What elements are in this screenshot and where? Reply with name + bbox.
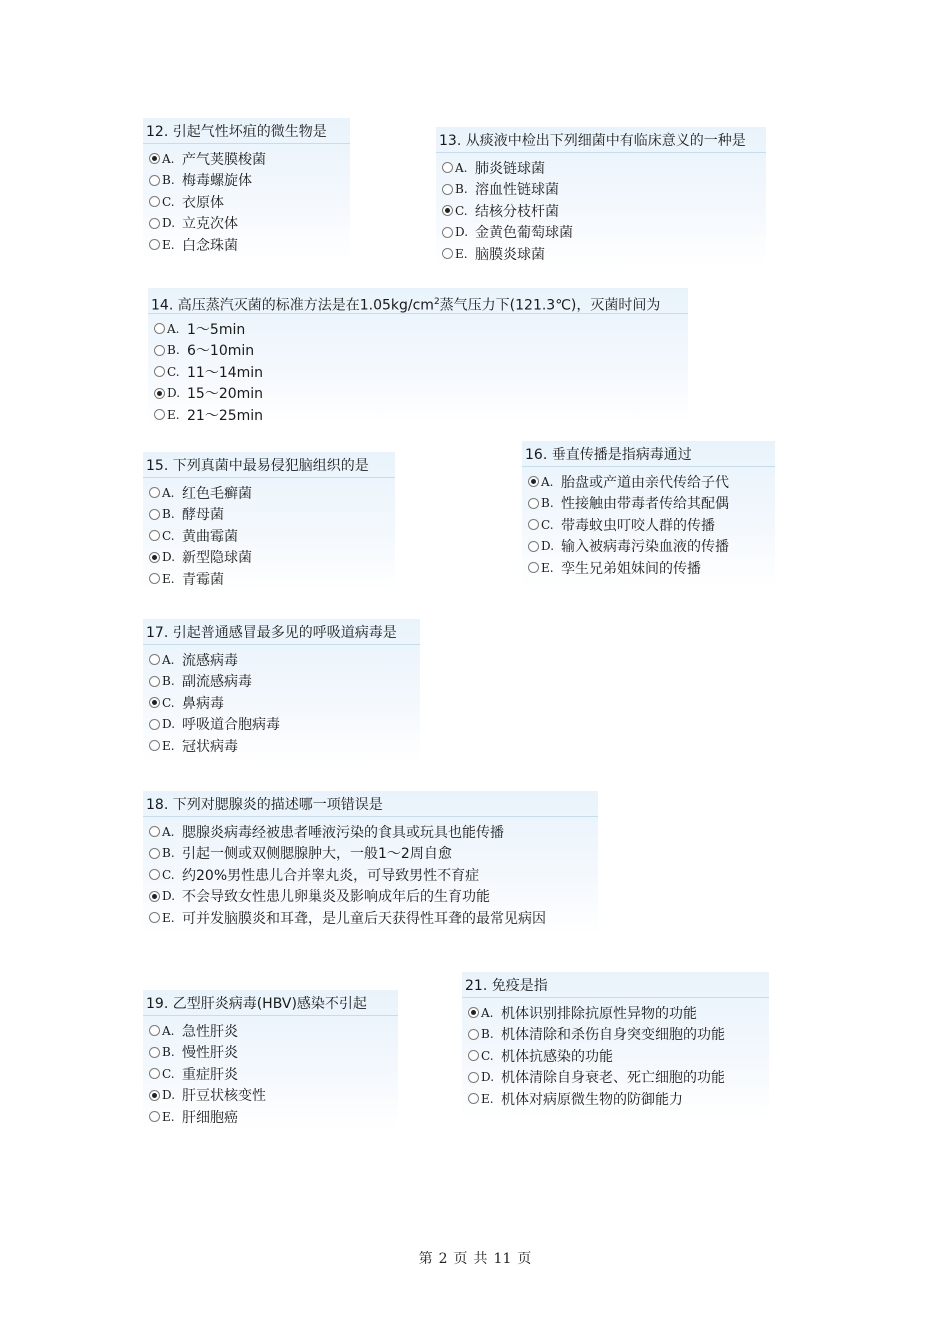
radio-unselected-icon[interactable]	[149, 1025, 160, 1036]
option-b[interactable]	[143, 1042, 398, 1064]
radio-unselected-icon[interactable]	[149, 196, 160, 207]
option-d[interactable]	[462, 1067, 769, 1089]
options-list	[143, 645, 420, 757]
option-e[interactable]	[148, 404, 688, 426]
radio-unselected-icon[interactable]	[149, 719, 160, 730]
option-letter: B.	[167, 343, 180, 358]
option-letter: A.	[162, 151, 175, 166]
option-c[interactable]	[436, 200, 766, 222]
option-text: 腮腺炎病毒经被患者唾液污染的食具或玩具也能传播	[182, 824, 504, 841]
question-12	[143, 118, 350, 260]
title-text-pre: 14. 高压蒸汽灭菌的标准方法是在1.05kg/cm	[151, 297, 434, 314]
question-17	[143, 619, 420, 764]
question-title: 16. 垂直传播是指病毒通过	[522, 446, 775, 467]
radio-unselected-icon[interactable]	[468, 1072, 479, 1083]
radio-unselected-icon[interactable]	[528, 498, 539, 509]
radio-selected-icon[interactable]	[528, 476, 539, 487]
radio-unselected-icon[interactable]	[149, 1068, 160, 1079]
options-list	[522, 467, 775, 579]
radio-unselected-icon[interactable]	[468, 1050, 479, 1061]
option-a[interactable]	[148, 318, 688, 340]
option-text: 青霉菌	[182, 571, 224, 588]
radio-unselected-icon[interactable]	[149, 740, 160, 751]
question-title: 15. 下列真菌中最易侵犯脑组织的是	[143, 457, 395, 478]
option-letter: B.	[162, 507, 175, 522]
option-text: 流感病毒	[182, 652, 238, 669]
page-footer	[0, 1248, 950, 1268]
radio-unselected-icon[interactable]	[442, 162, 453, 173]
radio-unselected-icon[interactable]	[528, 519, 539, 530]
option-text: 性接触由带毒者传给其配偶	[561, 496, 729, 513]
option-e[interactable]	[143, 735, 420, 757]
option-c[interactable]	[462, 1045, 769, 1067]
option-text: 机体清除和杀伤自身突变细胞的功能	[501, 1027, 725, 1044]
option-letter: A.	[541, 474, 554, 489]
radio-unselected-icon[interactable]	[528, 541, 539, 552]
radio-unselected-icon[interactable]	[149, 826, 160, 837]
radio-unselected-icon[interactable]	[149, 239, 160, 250]
option-text: 红色毛癣菌	[182, 485, 252, 502]
option-text: 肺炎链球菌	[475, 160, 545, 177]
option-letter: B.	[481, 1027, 494, 1042]
radio-unselected-icon[interactable]	[154, 323, 165, 334]
option-d[interactable]	[143, 714, 420, 736]
question-14	[148, 288, 688, 424]
option-text: 机体对病原微生物的防御能力	[501, 1091, 683, 1108]
option-text: 黄曲霉菌	[182, 528, 238, 545]
radio-unselected-icon[interactable]	[154, 366, 165, 377]
option-letter: C.	[162, 528, 175, 543]
page-number: 2	[438, 1251, 448, 1267]
question-title: 21. 免疫是指	[462, 977, 769, 998]
question-title: 19. 乙型肝炎病毒(HBV)感染不引起	[143, 995, 398, 1016]
option-letter: E.	[162, 738, 175, 753]
option-b[interactable]	[462, 1024, 769, 1046]
option-letter: C.	[162, 194, 175, 209]
question-title: 18. 下列对腮腺炎的描述哪一项错误是	[143, 796, 598, 817]
radio-unselected-icon[interactable]	[149, 1047, 160, 1058]
radio-unselected-icon[interactable]	[149, 848, 160, 859]
option-letter: D.	[481, 1070, 495, 1085]
radio-unselected-icon[interactable]	[442, 184, 453, 195]
option-letter: A.	[481, 1005, 494, 1020]
option-letter: D.	[162, 717, 176, 732]
option-e[interactable]	[522, 557, 775, 579]
option-text: 慢性肝炎	[182, 1045, 238, 1062]
option-text: 急性肝炎	[182, 1023, 238, 1040]
question-19	[143, 990, 398, 1130]
radio-unselected-icon[interactable]	[149, 573, 160, 584]
question-21	[462, 972, 769, 1120]
radio-selected-icon[interactable]	[149, 153, 160, 164]
option-text: 结核分枝杆菌	[475, 203, 559, 220]
option-letter: C.	[481, 1048, 494, 1063]
question-title: 12. 引起气性坏疽的微生物是	[143, 123, 350, 144]
radio-unselected-icon[interactable]	[149, 218, 160, 229]
option-text: 金黄色葡萄球菌	[475, 225, 573, 242]
footer-word: 页	[453, 1251, 468, 1267]
radio-unselected-icon[interactable]	[149, 487, 160, 498]
option-text: 呼吸道合胞病毒	[182, 717, 280, 734]
option-e[interactable]	[143, 568, 395, 590]
option-a[interactable]	[522, 471, 775, 493]
radio-unselected-icon[interactable]	[468, 1093, 479, 1104]
option-text: 11～14min	[187, 364, 264, 381]
radio-unselected-icon[interactable]	[149, 175, 160, 186]
option-a[interactable]	[143, 482, 395, 504]
option-c[interactable]	[143, 864, 598, 886]
radio-unselected-icon[interactable]	[149, 1111, 160, 1122]
options-list	[143, 144, 350, 256]
option-text: 带毒蚊虫叮咬人群的传播	[561, 517, 715, 534]
option-letter: D.	[455, 225, 469, 240]
option-text: 白念珠菌	[182, 237, 238, 254]
option-text: 溶血性链球菌	[475, 182, 559, 199]
option-text: 重症肝炎	[182, 1066, 238, 1083]
options-list	[436, 153, 766, 265]
option-c[interactable]	[143, 692, 420, 714]
option-b[interactable]	[143, 843, 598, 865]
option-e[interactable]	[143, 1106, 398, 1128]
option-letter: C.	[162, 695, 175, 710]
option-a[interactable]	[143, 148, 350, 170]
option-text: 1～5min	[187, 321, 246, 338]
option-text: 6～10min	[187, 343, 255, 360]
option-text: 脑膜炎球菌	[475, 246, 545, 263]
option-a[interactable]	[143, 821, 598, 843]
radio-selected-icon[interactable]	[149, 552, 160, 563]
option-text: 鼻病毒	[182, 695, 224, 712]
option-text: 不会导致女性患儿卵巢炎及影响成年后的生育功能	[182, 889, 490, 906]
option-letter: D.	[162, 889, 176, 904]
option-c[interactable]	[148, 361, 688, 383]
option-text: 梅毒螺旋体	[182, 173, 252, 190]
option-text: 肝豆状核变性	[182, 1088, 266, 1105]
radio-unselected-icon[interactable]	[442, 248, 453, 259]
option-d[interactable]	[436, 222, 766, 244]
option-letter: D.	[541, 539, 555, 554]
option-letter: A.	[162, 1023, 175, 1038]
option-e[interactable]	[436, 243, 766, 265]
option-letter: A.	[167, 321, 180, 336]
radio-selected-icon[interactable]	[149, 891, 160, 902]
option-d[interactable]	[148, 383, 688, 405]
radio-unselected-icon[interactable]	[149, 654, 160, 665]
option-b[interactable]	[143, 170, 350, 192]
option-letter: B.	[162, 846, 175, 861]
option-letter: D.	[162, 550, 176, 565]
option-letter: A.	[162, 485, 175, 500]
options-list	[462, 998, 769, 1110]
option-text: 胎盘或产道由亲代传给子代	[561, 474, 729, 491]
radio-unselected-icon[interactable]	[149, 912, 160, 923]
option-letter: D.	[162, 216, 176, 231]
option-letter: B.	[455, 182, 468, 197]
option-c[interactable]	[143, 525, 395, 547]
option-b[interactable]	[522, 493, 775, 515]
option-text: 副流感病毒	[182, 674, 252, 691]
option-e[interactable]	[462, 1088, 769, 1110]
question-title: 13. 从痰液中检出下列细菌中有临床意义的一种是	[436, 132, 766, 153]
option-a[interactable]	[462, 1002, 769, 1024]
option-letter: B.	[541, 496, 554, 511]
option-letter: E.	[162, 1109, 175, 1124]
option-c[interactable]	[143, 191, 350, 213]
option-letter: C.	[541, 517, 554, 532]
option-letter: E.	[167, 407, 180, 422]
option-text: 机体清除自身衰老、死亡细胞的功能	[501, 1070, 725, 1087]
option-letter: E.	[162, 571, 175, 586]
title-superscript: 2	[433, 297, 440, 307]
option-text: 新型隐球菌	[182, 550, 252, 567]
radio-selected-icon[interactable]	[149, 697, 160, 708]
radio-unselected-icon[interactable]	[149, 869, 160, 880]
option-c[interactable]	[522, 514, 775, 536]
option-b[interactable]	[148, 340, 688, 362]
option-text: 输入被病毒污染血液的传播	[561, 539, 729, 556]
option-letter: A.	[162, 652, 175, 667]
question-13	[436, 127, 766, 267]
option-text: 肝细胞癌	[182, 1109, 238, 1126]
footer-word: 第	[418, 1251, 433, 1267]
option-letter: C.	[162, 1066, 175, 1081]
radio-unselected-icon[interactable]	[154, 345, 165, 356]
option-text: 机体抗感染的功能	[501, 1048, 613, 1065]
options-list	[143, 478, 395, 590]
question-title	[148, 293, 688, 314]
option-a[interactable]	[143, 649, 420, 671]
options-list	[143, 1016, 398, 1128]
question-title: 17. 引起普通感冒最多见的呼吸道病毒是	[143, 624, 420, 645]
option-a[interactable]	[143, 1020, 398, 1042]
option-text: 冠状病毒	[182, 738, 238, 755]
question-15	[143, 452, 395, 592]
option-letter: E.	[162, 910, 175, 925]
title-text-post: 蒸气压力下(121.3℃)，灭菌时间为	[439, 297, 661, 314]
option-letter: B.	[162, 674, 175, 689]
radio-unselected-icon[interactable]	[149, 530, 160, 541]
option-b[interactable]	[436, 179, 766, 201]
option-d[interactable]	[143, 547, 395, 569]
option-text: 约20%男性患儿合并睾丸炎，可导致男性不育症	[182, 867, 480, 884]
option-letter: E.	[481, 1091, 494, 1106]
option-text: 孪生兄弟姐妹间的传播	[561, 560, 701, 577]
option-d[interactable]	[143, 1085, 398, 1107]
option-text: 可并发脑膜炎和耳聋，是儿童后天获得性耳聋的最常见病因	[182, 910, 546, 927]
option-d[interactable]	[522, 536, 775, 558]
question-16	[522, 441, 775, 589]
radio-unselected-icon[interactable]	[149, 676, 160, 687]
radio-selected-icon[interactable]	[468, 1007, 479, 1018]
option-letter: C.	[162, 867, 175, 882]
radio-unselected-icon[interactable]	[442, 227, 453, 238]
radio-unselected-icon[interactable]	[154, 409, 165, 420]
option-letter: A.	[455, 160, 468, 175]
radio-unselected-icon[interactable]	[468, 1029, 479, 1040]
option-e[interactable]	[143, 907, 598, 929]
option-text: 立克次体	[182, 216, 238, 233]
option-a[interactable]	[436, 157, 766, 179]
option-text: 21～25min	[187, 407, 264, 424]
option-letter: B.	[162, 173, 175, 188]
option-letter: D.	[167, 386, 181, 401]
radio-selected-icon[interactable]	[442, 205, 453, 216]
option-d[interactable]	[143, 886, 598, 908]
option-text: 衣原体	[182, 194, 224, 211]
option-d[interactable]	[143, 213, 350, 235]
option-text: 产气荚膜梭菌	[182, 151, 266, 168]
radio-unselected-icon[interactable]	[528, 562, 539, 573]
option-b[interactable]	[143, 504, 395, 526]
option-text: 引起一侧或双侧腮腺肿大，一般1～2周自愈	[182, 846, 452, 863]
option-c[interactable]	[143, 1063, 398, 1085]
options-list	[143, 817, 598, 929]
total-pages: 11	[493, 1251, 512, 1267]
options-list	[148, 314, 688, 426]
option-letter: A.	[162, 824, 175, 839]
radio-selected-icon[interactable]	[149, 1090, 160, 1101]
option-text: 15～20min	[187, 386, 264, 403]
option-letter: D.	[162, 1088, 176, 1103]
option-letter: E.	[162, 237, 175, 252]
option-letter: C.	[167, 364, 180, 379]
option-letter: E.	[541, 560, 554, 575]
question-18	[143, 791, 598, 936]
radio-selected-icon[interactable]	[154, 388, 165, 399]
radio-unselected-icon[interactable]	[149, 509, 160, 520]
option-letter: C.	[455, 203, 468, 218]
option-text: 酵母菌	[182, 507, 224, 524]
footer-word: 共	[473, 1251, 488, 1267]
option-b[interactable]	[143, 671, 420, 693]
footer-word: 页	[517, 1251, 532, 1267]
option-text: 机体识别排除抗原性异物的功能	[501, 1005, 697, 1022]
option-e[interactable]	[143, 234, 350, 256]
option-letter: B.	[162, 1045, 175, 1060]
option-letter: E.	[455, 246, 468, 261]
